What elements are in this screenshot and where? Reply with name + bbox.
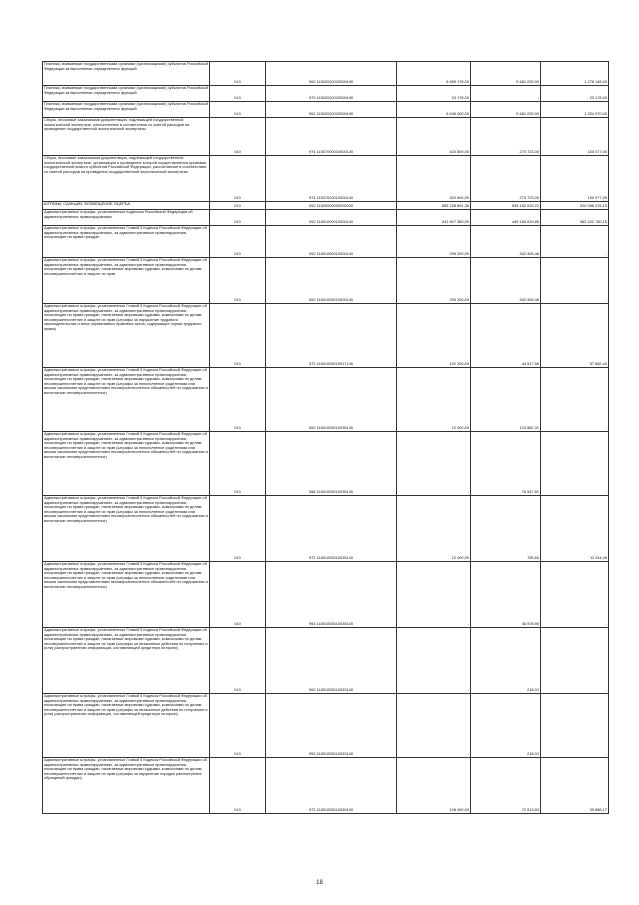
row-name: ШТРАФЫ, САНКЦИИ, ВОЗМЕЩЕНИЕ УЩЕРБА [43,202,210,210]
row-code: 010 [210,694,266,758]
row-approved: 102 200,00 [397,304,471,368]
row-executed: - [471,86,541,102]
row-code: 010 [210,628,266,694]
row-bcc: 993 11601053010053140 [266,694,397,758]
table-row [43,562,609,628]
row-unexecuted: - [541,258,609,304]
row-bcc: 972 11601053010027140 [266,304,397,368]
row-name: Административные штрафы, установленные Главой 5 Кодекса Российской Федерации об административных правонарушениях, за административные правонарушения, посягающие на права граждан, налагаемые мировыми судьями, комиссиями по делам несовершеннолетних и защите их прав (штрафы за нарушение трудового законодательства и иных нормативных правовых актов, содержащих нормы трудового права) [43,304,210,368]
row-approved: 108 400,00 [397,758,471,814]
row-unexecuted: - [541,694,609,758]
row-approved: - [397,628,471,694]
row-code: 010 [210,86,266,102]
row-bcc: 974 11507000010000140 [266,118,397,156]
row-bcc: 974 11507020010000140 [266,156,397,202]
row-code: 010 [210,226,266,258]
row-code: 010 [210,102,266,118]
row-name: Сборы, вносимые заказчиками документации, подлежащей государственной экологической экспертизе, рассчитанные в соответствии со сметой расходов на проведение государственной экологической экспертизы [43,118,210,156]
table-row [43,102,609,118]
row-unexecuted: - [541,628,609,694]
row-code: 010 [210,202,266,210]
row-executed: 72 513,83 [471,758,541,814]
row-unexecuted: 150 077,00 [541,156,609,202]
revenue-table [42,61,609,814]
row-bcc: 972 11601053010059140 [266,758,397,814]
table-row [43,628,609,694]
table-row [43,496,609,562]
row-bcc: 000 11601000010000140 [266,210,397,226]
table-row [43,156,609,202]
row-bcc: 993 11601053010035140 [266,562,397,628]
row-executed: 5 681 030,00 [471,102,541,118]
row-name: Административные штрафы, установленные Главой 5 Кодекса Российской Федерации об административных правонарушениях, за административные правонарушения, посягающие на права граждан, налагаемые мировыми судьями, комиссиями по делам несовершеннолетних и защите их прав (штрафы за незаконные действия по получению и (или) распространению информации, составляющей кредитную историю) [43,628,210,694]
row-bcc: 970 11502020020000140 [266,86,397,102]
row-bcc: 000 11601050010000140 [266,226,397,258]
row-approved: 811 607 380,00 [397,210,471,226]
row-executed: 535 162 515,22 [471,202,541,210]
row-unexecuted: - [541,562,609,628]
row-executed: 342 405,46 [471,258,541,304]
row-approved: - [397,694,471,758]
row-executed: 46 578,90 [471,562,541,628]
row-approved: - [397,432,471,496]
row-approved: - [397,562,471,628]
row-code: 010 [210,496,266,562]
table-row [43,202,609,210]
row-approved: 855 228 891,36 [397,202,471,210]
row-bcc: 000 11502020020000140 [266,62,397,86]
table-row [43,368,609,432]
row-executed: 218,01 [471,628,541,694]
row-code: 010 [210,118,266,156]
row-name: Административные штрафы, установленные Главой 5 Кодекса Российской Федерации об административных правонарушениях, за административные правонарушения, посягающие на права граждан, налагаемые мировыми судьями, комиссиями по делам несовершеннолетних и защите их прав [43,258,210,304]
row-code: 010 [210,210,266,226]
table-row [43,694,609,758]
row-code: 010 [210,562,266,628]
row-unexecuted: 57 682,44 [541,304,609,368]
row-unexecuted: 1 254 970,00 [541,102,609,118]
table-row [43,258,609,304]
row-approved: 295 200,00 [397,226,471,258]
row-executed: 76 547,81 [471,432,541,496]
table-body [43,62,609,814]
row-bcc: 000 11601053010000140 [266,258,397,304]
row-bcc: 068 11601053010035140 [266,432,397,496]
row-executed: 218,01 [471,694,541,758]
row-name: Административные штрафы, установленные Главой 5 Кодекса Российской Федерации об административных правонарушениях, за административные правонарушения, посягающие на права граждан, налагаемые мировыми судьями, комиссиями по делам несовершеннолетних и защите их прав (штрафы за нарушение порядка рассмотрения обращений граждан) [43,758,210,814]
page-number: 18 [316,880,323,886]
row-name: Административные штрафы, установленные Главой 5 Кодекса Российской Федерации об административных правонарушениях, за административные правонарушения, посягающие на права граждан [43,226,210,258]
row-unexecuted: 1 278 148,00 [541,62,609,86]
row-executed: 755,60 [471,496,541,562]
table-row [43,304,609,368]
row-executed: 270 723,00 [471,118,541,156]
row-executed: 44 517,56 [471,304,541,368]
row-code: 010 [210,368,266,432]
row-approved: 6 659 178,00 [397,62,471,86]
row-executed: 270 723,00 [471,156,541,202]
table-row [43,118,609,156]
table-row [43,210,609,226]
row-approved: 12 000,00 [397,496,471,562]
row-approved: 23 178,00 [397,86,471,102]
row-name: Административные штрафы, установленные Главой 5 Кодекса Российской Федерации об административных правонарушениях, за административные правонарушения, посягающие на права граждан, налагаемые мировыми судьями, комиссиями по делам несовершеннолетних и защите их прав (штрафы за неисполнение родителями или иными законными представителями несовершеннолетних обязанностей по содержанию и воспитанию несовершеннолетних) [43,562,210,628]
row-name: Административные штрафы, установленные Главой 5 Кодекса Российской Федерации об административных правонарушениях, за административные правонарушения, посягающие на права граждан, налагаемые мировыми судьями, комиссиями по делам несовершеннолетних и защите их прав (штрафы за неисполнение родителями или иными законными представителями несовершеннолетних обязанностей по содержанию и воспитанию несовершеннолетних) [43,496,210,562]
row-code: 010 [210,62,266,86]
row-unexecuted: 362 422 760,15 [541,210,609,226]
row-name: Административные штрафы, установленные Главой 5 Кодекса Российской Федерации об административных правонарушениях, за административные правонарушения, посягающие на права граждан, налагаемые мировыми судьями, комиссиями по делам несовершеннолетних и защите их прав (штрафы за незаконные действия по получению и (или) распространению информации, составляющей кредитную историю) [43,694,210,758]
row-unexecuted: 150 077,00 [541,118,609,156]
row-executed: 123 882,31 [471,368,541,432]
row-code: 010 [210,304,266,368]
row-approved: 420 800,00 [397,118,471,156]
row-executed: 342 405,46 [471,226,541,258]
row-unexecuted: - [541,368,609,432]
table-row [43,62,609,86]
row-name: Административные штрафы, установленные Главой 5 Кодекса Российской Федерации об административных правонарушениях, за административные правонарушения, посягающие на права граждан, налагаемые мировыми судьями, комиссиями по делам несовершеннолетних и защите их прав (штрафы за неисполнение родителями или иными законными представителями несовершеннолетних обязанностей по содержанию и воспитанию несовершеннолетних) [43,368,210,432]
row-name: Платежи, взимаемые государственными органами (организациями) субъектов Российской Федерации за выполнение определенных функций [43,102,210,118]
row-code: 010 [210,432,266,496]
row-bcc: 000 11601053010053140 [266,628,397,694]
row-unexecuted: 23 178,00 [541,86,609,102]
row-code: 010 [210,156,266,202]
row-name: Сборы, вносимые заказчиками документации, подлежащей государственной экологической экспертизе, организация и проведение которой осуществляются органами государственной власти субъектов Российской Федерации, рассчитанные в соответствии со сметой расходов на проведение государственной экологической экспертизы [43,156,210,202]
table-row [43,432,609,496]
row-unexecuted: - [541,226,609,258]
row-bcc: 000 11601053010035140 [266,368,397,432]
row-approved: 6 636 000,00 [397,102,471,118]
row-approved: 420 800,00 [397,156,471,202]
row-bcc: 000 11600000000000000 [266,202,397,210]
row-bcc: 902 11502020020000140 [266,102,397,118]
row-unexecuted: 35 886,17 [541,758,609,814]
table-row [43,758,609,814]
row-name: Административные штрафы, установленные Кодексом Российской Федерации об административных правонарушениях [43,210,210,226]
row-unexecuted: 11 244,40 [541,496,609,562]
row-code: 010 [210,758,266,814]
table-row [43,226,609,258]
row-unexecuted: 320 066 376,13 [541,202,609,210]
row-unexecuted: - [541,432,609,496]
row-bcc: 972 11601053010035140 [266,496,397,562]
row-executed: 5 681 030,00 [471,62,541,86]
table-row [43,86,609,102]
row-name: Платежи, взимаемые государственными органами (организациями) субъектов Российской Федерации за выполнение определенных функций [43,62,210,86]
row-approved: 12 000,00 [397,368,471,432]
row-approved: 295 200,00 [397,258,471,304]
row-name: Административные штрафы, установленные Главой 5 Кодекса Российской Федерации об административных правонарушениях, за административные правонарушения, посягающие на права граждан, налагаемые мировыми судьями, комиссиями по делам несовершеннолетних и защите их прав (штрафы за неисполнение родителями или иными законными представителями несовершеннолетних обязанностей по содержанию и воспитанию несовершеннолетних) [43,432,210,496]
row-code: 010 [210,258,266,304]
row-executed: 449 184 619,85 [471,210,541,226]
row-name: Платежи, взимаемые государственными органами (организациями) субъектов Российской Федерации за выполнение определенных функций [43,86,210,102]
